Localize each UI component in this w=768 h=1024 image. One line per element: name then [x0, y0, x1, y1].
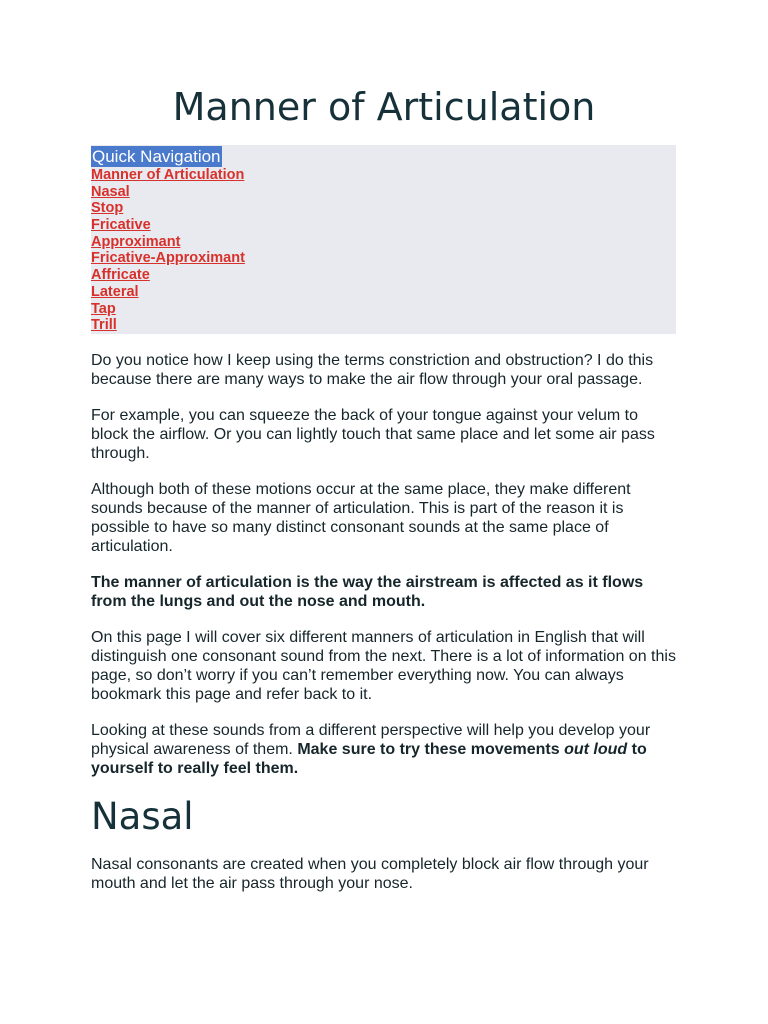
paragraph-perspective: [91, 721, 676, 778]
nav-item: [91, 217, 245, 234]
nav-link-manner-of-articulation[interactable]: Manner of Articulation: [91, 167, 245, 183]
nav-item: [91, 234, 245, 251]
nav-link-nasal[interactable]: Nasal: [91, 183, 130, 200]
section-heading-nasal: Nasal: [91, 795, 194, 838]
nav-item: [91, 284, 245, 301]
nav-link-fricative-approximant[interactable]: Fricative-Approximant: [91, 250, 245, 267]
emphasis-start: Make sure to try these movements: [297, 741, 565, 758]
paragraph-example: For example, you can squeeze the back of your tongue against your velum to block the airflow. Or you can lightly touch that same place and let some air pass through.: [91, 407, 655, 462]
page-title: Manner of Articulation: [172, 85, 596, 129]
nav-link-tap[interactable]: Tap: [91, 300, 116, 317]
emphasis-out-loud: out loud: [564, 741, 628, 758]
emphasis-end: to yourself to really feel them.: [91, 741, 647, 777]
nav-link-fricative[interactable]: Fricative: [91, 217, 151, 234]
nav-link-stop[interactable]: Stop: [91, 200, 124, 217]
paragraph-constriction: Do you notice how I keep using the terms constriction and obstruction? I do this because there are many ways to make the air flow through your oral passage.: [91, 352, 654, 388]
nav-link-lateral[interactable]: Lateral: [91, 283, 139, 300]
nav-item: [91, 267, 245, 284]
nav-item: [91, 200, 245, 217]
nav-item: [91, 317, 245, 334]
paragraph-overview: On this page I will cover six different manners of articulation in English that will distinguish one consonant sound from the next. There is a lot of information on this page, so don’t worry if you can’t remember everything now. You can always bookmark this page and refer back to it.: [91, 629, 676, 703]
quick-navigation: [91, 145, 676, 334]
nav-link-trill[interactable]: Trill: [91, 317, 117, 334]
nav-link-approximant[interactable]: Approximant: [91, 233, 181, 250]
quick-navigation-list: [91, 167, 245, 334]
nav-item: [91, 250, 245, 267]
article-body: [91, 351, 676, 910]
paragraph-definition: The manner of articulation is the way the airstream is affected as it flows from the lungs and out the nose and mouth.: [91, 574, 644, 610]
quick-navigation-heading: Quick Navigation: [92, 147, 221, 166]
nav-item: [91, 167, 245, 184]
nav-item: [91, 184, 245, 201]
paragraph-same-place: Although both of these motions occur at the same place, they make different sounds because of the manner of articulation. This is part of the reason it is possible to have so many distinct consonant sounds at the same place of articulation.: [91, 481, 631, 555]
nav-item: [91, 301, 245, 318]
perspective-text: Looking at these sounds from a different perspective will help you develop your physical awareness of them.: [91, 722, 651, 758]
paragraph-nasal: Nasal consonants are created when you completely block air flow through your mouth and let the air pass through your nose.: [91, 856, 649, 892]
nav-link-affricate[interactable]: Affricate: [91, 267, 150, 284]
